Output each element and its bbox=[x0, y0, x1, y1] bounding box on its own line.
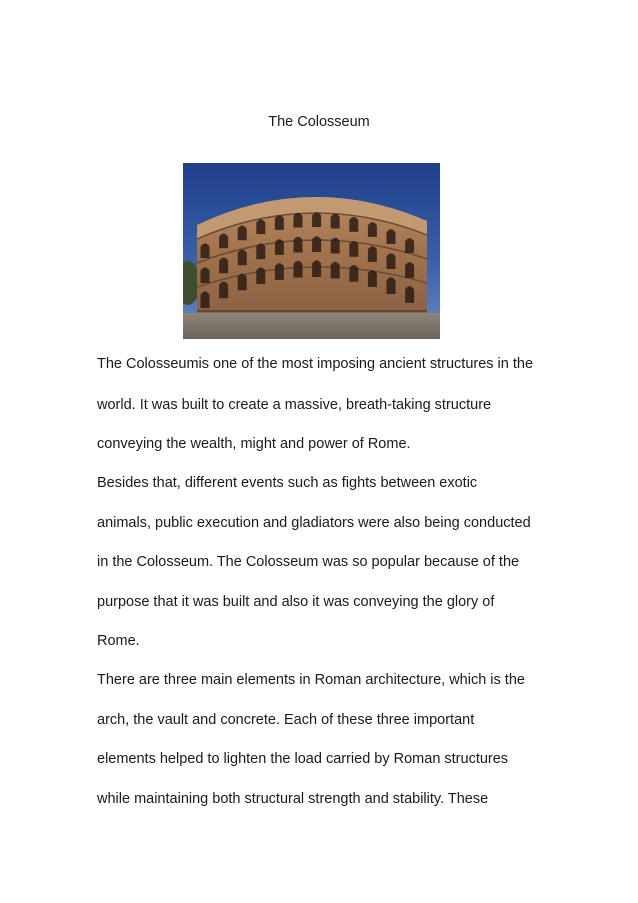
arch-shape bbox=[201, 267, 210, 283]
document-title: The Colosseum bbox=[268, 114, 370, 130]
paragraph-line: Besides that, different events such as fights between exotic bbox=[97, 475, 478, 491]
arch-shape bbox=[238, 274, 247, 291]
arch-shape bbox=[405, 238, 414, 253]
arch-shape bbox=[405, 262, 414, 278]
arch-shape bbox=[275, 215, 284, 230]
arch-shape bbox=[256, 219, 265, 234]
arch-shape bbox=[387, 253, 396, 269]
arch-shape bbox=[238, 226, 247, 241]
arch-shape bbox=[256, 267, 265, 284]
paragraph-line: conveying the wealth, might and power of Rome. bbox=[97, 436, 411, 452]
arch-shape bbox=[312, 236, 321, 252]
paragraph-line: in the Colosseum. The Colosseum was so popular because of the bbox=[97, 554, 520, 570]
arch-shape bbox=[294, 237, 303, 253]
arch-shape bbox=[256, 243, 265, 259]
arch-shape bbox=[368, 270, 377, 287]
arch-shape bbox=[331, 262, 340, 279]
arch-shape bbox=[275, 263, 284, 280]
arch-shape bbox=[368, 222, 377, 237]
arch-shape bbox=[219, 282, 228, 299]
arch-shape bbox=[238, 250, 247, 266]
paragraph-line: elements helped to lighten the load carried by Roman structures bbox=[97, 751, 509, 767]
paragraph-line: arch, the vault and concrete. Each of these three important bbox=[97, 712, 475, 728]
arch-shape bbox=[294, 213, 303, 228]
arch-shape bbox=[219, 234, 228, 249]
arch-shape bbox=[349, 217, 358, 232]
arch-shape bbox=[387, 229, 396, 244]
arch-shape bbox=[405, 286, 414, 303]
paragraph-line: purpose that it was built and also it was conveying the glory of bbox=[97, 594, 495, 610]
arch-shape bbox=[331, 238, 340, 254]
arch-shape bbox=[387, 277, 396, 294]
paragraph-line: animals, public execution and gladiators were also being conducted bbox=[97, 515, 531, 531]
paragraph-line: There are three main elements in Roman architecture, which is the bbox=[97, 672, 525, 688]
arch-shape bbox=[312, 260, 321, 277]
arch-shape bbox=[294, 261, 303, 278]
paragraph-line: while maintaining both structural strength and stability. These bbox=[97, 791, 489, 807]
arch-shape bbox=[368, 246, 377, 262]
arch-shape bbox=[219, 258, 228, 274]
arch-shape bbox=[201, 243, 210, 258]
colosseum-photo bbox=[183, 163, 440, 339]
arch-shape bbox=[349, 265, 358, 282]
paragraph-line: The Colosseumis one of the most imposing ancient structures in the bbox=[97, 356, 534, 372]
arch-shape bbox=[312, 212, 321, 227]
arch-shape bbox=[275, 239, 284, 255]
arch-shape bbox=[201, 291, 210, 308]
arch-shape bbox=[331, 214, 340, 229]
paragraph-line: world. It was built to create a massive, breath-taking structure bbox=[97, 397, 492, 413]
arch-shape bbox=[349, 241, 358, 257]
paragraph-line: Rome. bbox=[97, 633, 140, 649]
